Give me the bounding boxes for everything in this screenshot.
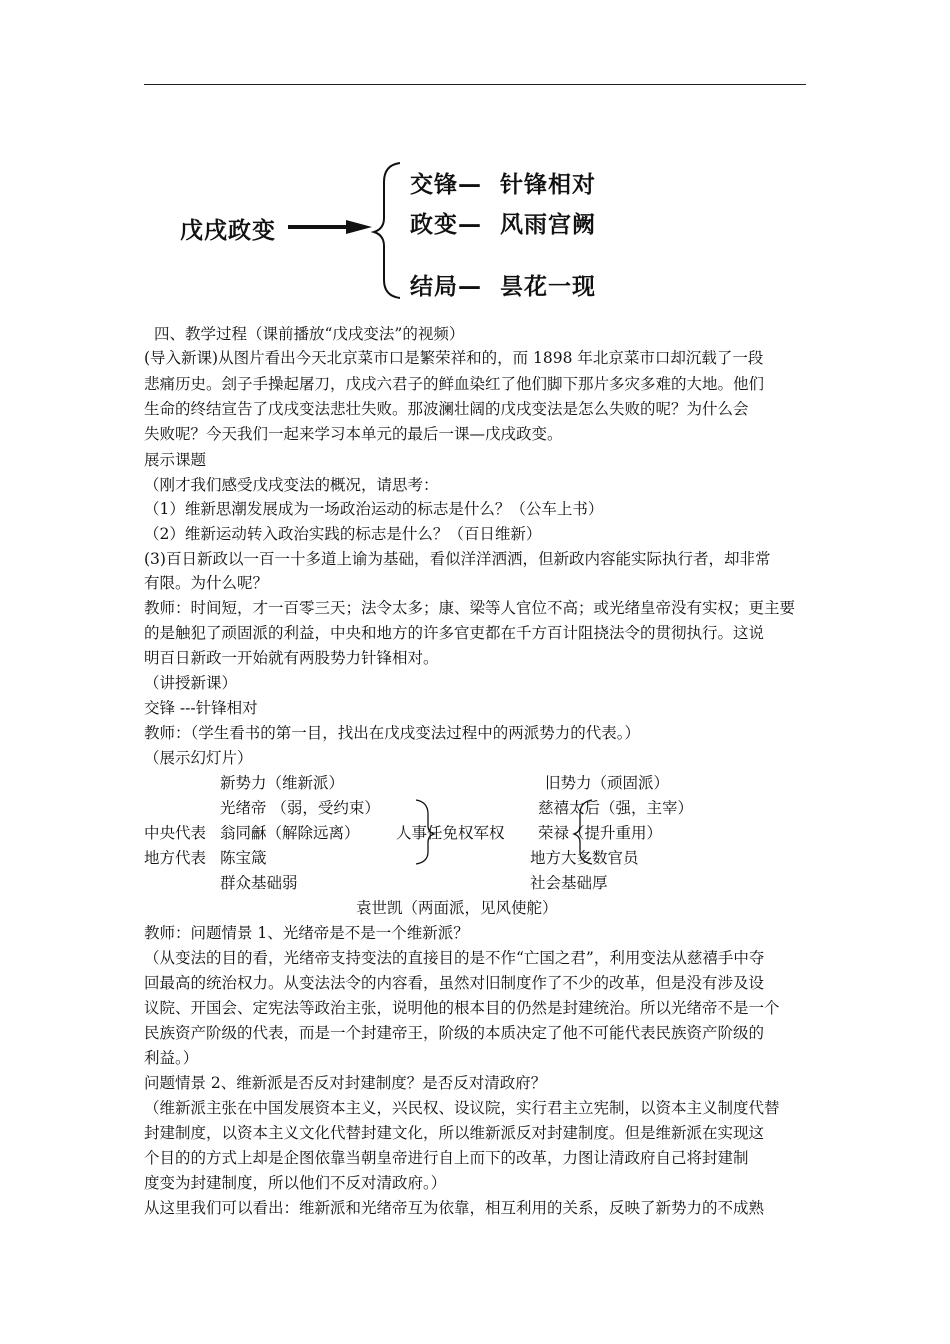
text-line: （维新派主张在中国发展资本主义，兴民权、设议院，实行君主立宪制，以资本主义制度代替 — [144, 1099, 780, 1117]
old-forces-heading: 旧势力（顽固派） — [545, 774, 670, 792]
yuan-cell: 袁世凯（两面派，见风使舵） — [356, 899, 558, 917]
text-line: (3)百日新政以一百一十多道上谕为基础，看似洋洋洒洒，但新政内容能实际执行者，却非常 — [144, 550, 771, 568]
text-line: 利益。） — [144, 1049, 199, 1067]
arrow-head — [346, 220, 372, 234]
text-line: （刚才我们感受戊戌变法的概况，请思考： — [144, 476, 439, 494]
branch-1-tail: 针锋相对 — [500, 172, 596, 198]
text-line: 教师：问题情景 1、光绪帝是不是一个维新派？ — [144, 924, 469, 942]
text-line: 有限。为什么呢？ — [144, 574, 269, 592]
cixi-cell: 慈禧太后（强，主宰） — [538, 799, 694, 817]
text-line: 失败呢？今天我们一起来学习本单元的最后一课—戊戌政变。 — [144, 425, 563, 443]
guangxu-cell: 光绪帝 （弱，受约束） — [220, 799, 380, 817]
text-line: 交锋 ---针锋相对 — [144, 699, 258, 717]
text-line: 个目的的方式上却是企图依靠当朝皇帝进行自上而下的改革，力图让清政府自己将封建制 — [144, 1149, 749, 1167]
text-line: 明百日新政一开始就有两股势力针锋相对。 — [144, 649, 439, 667]
mass-weak-cell: 群众基础弱 — [220, 874, 298, 892]
concept-diagram — [0, 0, 950, 320]
text-line: 封建制度，以资本主义文化代替封建文化，所以维新派反对封建制度。但是维新派在实现这 — [144, 1124, 765, 1142]
branch-1-head: 交锋— — [410, 172, 482, 198]
chen-cell: 陈宝箴 — [220, 849, 267, 867]
text-line: 议院、开国会、定宪法等政治主张，说明他的根本目的仍然是封建统治。所以光绪帝不是一个 — [144, 999, 780, 1017]
text-line: 教师：时间短，才一百零三天；法令太多；康、梁等人官位不高；或光绪皇帝没有实权；更主要 — [144, 599, 796, 617]
text-line: 生命的终结宣告了戊戌变法悲壮失败。那波澜壮阔的戊戌变法是怎么失败的呢？为什么会 — [144, 400, 749, 418]
branch-3-head: 结局— — [410, 274, 482, 300]
weng-cell: 翁同龢（解除远离） — [220, 824, 360, 842]
text-line: （展示幻灯片） — [144, 749, 253, 767]
text-line: 展示课题 — [144, 451, 207, 469]
text-line: （讲授新课） — [144, 674, 238, 692]
mass-strong-cell: 社会基础厚 — [530, 874, 608, 892]
text-line: 问题情景 2、维新派是否反对封建制度？是否反对清政府？ — [144, 1074, 547, 1092]
central-label: 中央代表 — [144, 824, 207, 842]
local-label: 地方代表 — [144, 849, 207, 867]
text-line: (导入新课)从图片看出今天北京菜市口是繁荣祥和的，而 1898 年北京菜市口却沉载了一段 — [144, 349, 764, 367]
branch-2-tail: 风雨宫阙 — [500, 212, 596, 238]
branch-3-tail: 昙花一现 — [500, 274, 596, 300]
text-line: （1）维新思潮发展成为一场政治运动的标志是什么？（公车上书） — [144, 500, 604, 518]
text-line: （2）维新运动转入政治实践的标志是什么？（百日维新） — [144, 525, 542, 543]
branch-2-head: 政变— — [410, 212, 482, 238]
text-line: 教师：（学生看书的第一目，找出在戊戌变法过程中的两派势力的代表。） — [144, 724, 641, 742]
text-line: 四、教学过程（课前播放“戊戌变法”的视频） — [154, 325, 465, 343]
curly-brace — [374, 163, 400, 298]
text-line: 从这里我们可以看出：维新派和光绪帝互为依靠，相互利用的关系，反映了新势力的不成熟 — [144, 1199, 765, 1217]
diagram-root: 戊戌政变 — [180, 218, 276, 244]
middle-cell: 人事任免权军权 — [396, 824, 505, 842]
text-line: （从变法的目的看，光绪帝支持变法的直接目的是不作“亡国之君”，利用变法从慈禧手中夺 — [144, 949, 765, 967]
text-line: 度变为封建制度，所以他们不反对清政府。） — [144, 1174, 447, 1192]
text-line: 民族资产阶级的代表，而是一个封建帝王，阶级的本质决定了他不可能代表民族资产阶级的 — [144, 1024, 765, 1042]
text-line: 回最高的统治权力。从变法法令的内容看，虽然对旧制度作了不少的改革，但是没有涉及设 — [144, 974, 765, 992]
new-forces-heading: 新势力（维新派） — [220, 774, 345, 792]
text-line: 的是触犯了顽固派的利益，中央和地方的许多官吏都在千方百计阻挠法令的贯彻执行。这说 — [144, 624, 765, 642]
text-line: 悲痛历史。刽子手操起屠刀，戊戌六君子的鲜血染红了他们脚下那片多灾多难的大地。他们 — [144, 375, 765, 393]
ronglu-cell: 荣禄（提升重用） — [538, 824, 663, 842]
local-old-cell: 地方大多数官员 — [530, 849, 639, 867]
